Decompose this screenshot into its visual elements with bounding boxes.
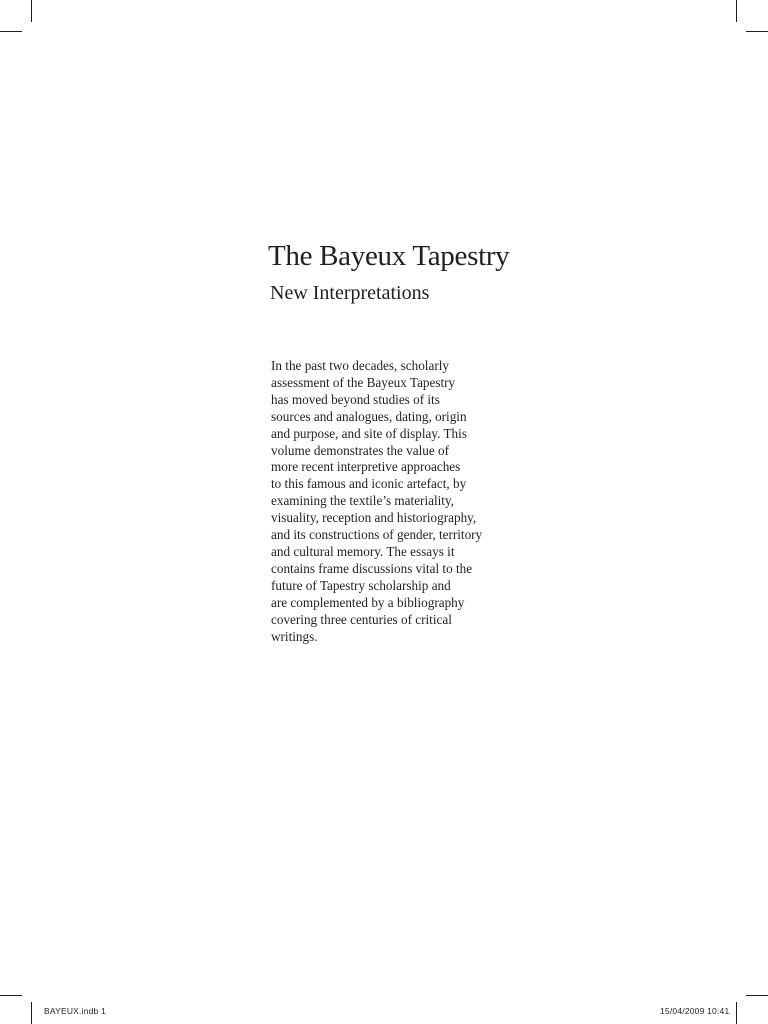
description-line: visuality, reception and historiography, bbox=[271, 510, 477, 526]
crop-mark-bottom-left-vertical bbox=[31, 1002, 32, 1024]
description-line: sources and analogues, dating, origin bbox=[271, 408, 467, 424]
description-line: examining the textile’s materiality, bbox=[271, 493, 454, 509]
description-line: volume demonstrates the value of bbox=[271, 442, 449, 458]
crop-mark-bottom-left-horizontal bbox=[0, 995, 22, 996]
book-title: The Bayeux Tapestry bbox=[268, 240, 510, 272]
crop-mark-top-right-horizontal bbox=[746, 31, 768, 32]
book-description bbox=[271, 358, 511, 645]
crop-mark-bottom-right-vertical bbox=[736, 1002, 737, 1024]
description-line: and its constructions of gender, territory bbox=[271, 527, 483, 543]
description-line: future of Tapestry scholarship and bbox=[271, 577, 451, 593]
description-line: and purpose, and site of display. This bbox=[271, 425, 467, 441]
description-line: In the past two decades, scholarly bbox=[271, 358, 449, 373]
crop-mark-bottom-right-horizontal bbox=[746, 995, 768, 996]
print-slug-filename: BAYEUX.indb 1 bbox=[44, 1006, 106, 1016]
description-line: assessment of the Bayeux Tapestry bbox=[271, 374, 456, 390]
crop-mark-top-right-vertical bbox=[736, 0, 737, 22]
description-line: to this famous and iconic artefact, by bbox=[271, 476, 467, 492]
crop-mark-top-left-vertical bbox=[31, 0, 32, 22]
description-line: covering three centuries of critical bbox=[271, 611, 452, 627]
description-line: writings. bbox=[271, 628, 318, 644]
description-line: more recent interpretive approaches bbox=[271, 459, 461, 475]
book-subtitle: New Interpretations bbox=[270, 282, 430, 304]
print-slug-timestamp: 15/04/2009 10:41 bbox=[660, 1006, 730, 1016]
crop-mark-top-left-horizontal bbox=[0, 31, 22, 32]
description-line: are complemented by a bibliography bbox=[271, 594, 465, 610]
description-line: contains frame discussions vital to the bbox=[271, 560, 473, 576]
description-line: has moved beyond studies of its bbox=[271, 391, 440, 407]
description-line: and cultural memory. The essays it bbox=[271, 543, 455, 559]
